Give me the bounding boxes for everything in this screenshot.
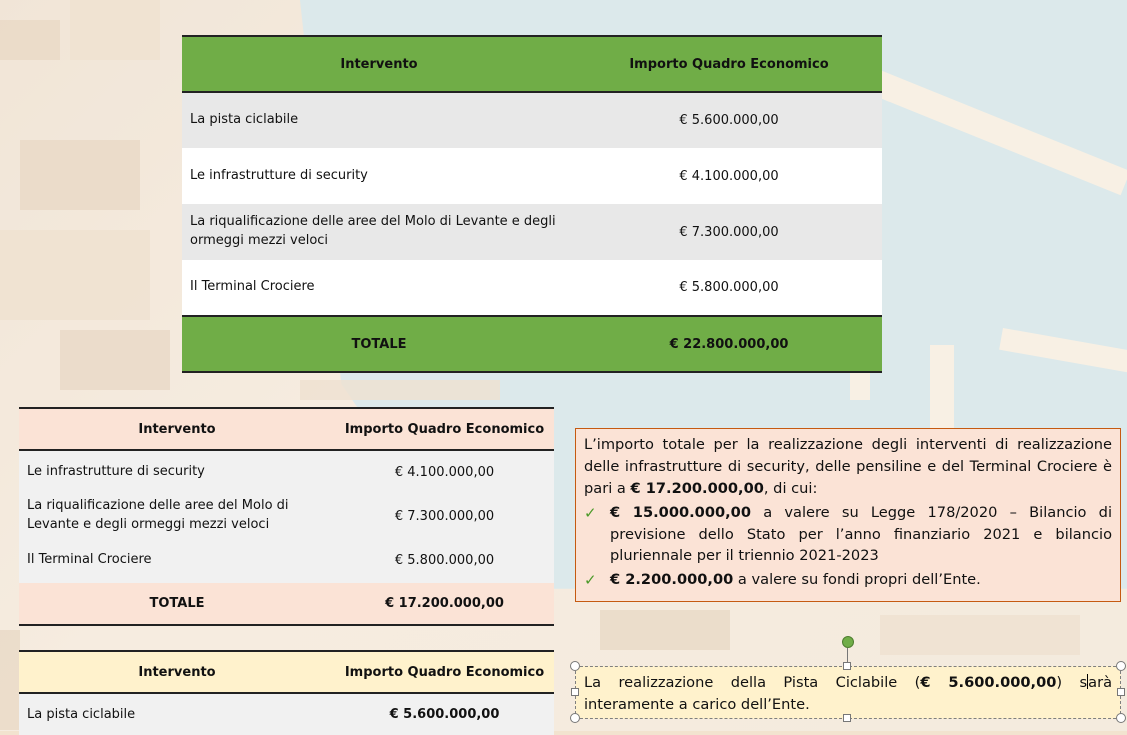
row-intervento: Il Terminal Crociere xyxy=(27,552,152,568)
row-intervento: Le infrastrutture di security xyxy=(27,464,205,480)
row-importo: € 5.600.000,00 xyxy=(389,707,500,722)
header-intervento: Intervento xyxy=(340,56,418,72)
funding-callout[interactable] xyxy=(575,428,1121,602)
resize-handle-top-left[interactable] xyxy=(570,661,580,671)
table-row xyxy=(19,450,554,494)
security-costs-table xyxy=(19,407,554,626)
total-label: TOTALE xyxy=(149,596,205,611)
funding-list xyxy=(584,502,1112,592)
header-intervento: Intervento xyxy=(138,421,216,437)
check-icon: ✓ xyxy=(584,503,597,522)
row-importo: € 5.800.000,00 xyxy=(679,280,779,295)
row-intervento: Le infrastrutture di security xyxy=(190,167,368,183)
list-item: ✓ € 15.000.000,00 a valere su Legge 178/2020 – Bilancio di previsione dello Stato per l’anno finanziario 2021 e bilancio pluriennale per il triennio 2021-2023 xyxy=(584,503,1112,565)
table-header-row xyxy=(19,651,554,693)
main-costs-table xyxy=(182,35,882,373)
total-value: € 22.800.000,00 xyxy=(669,336,789,352)
row-importo: € 4.100.000,00 xyxy=(679,168,779,184)
resize-handle-right[interactable] xyxy=(1117,688,1125,696)
row-importo: € 5.600.000,00 xyxy=(679,113,779,128)
funding-intro: L’importo totale per la realizzazione degli interventi di realizzazione delle infrastrutture di security, delle pensiline e del Terminal Crociere è pari a € 17.200.000,00, di cui: xyxy=(584,436,1112,497)
pista-costs-table xyxy=(19,650,554,735)
funding-amount: € 15.000.000,00 xyxy=(610,503,751,521)
row-importo: € 7.300.000,00 xyxy=(679,224,779,240)
total-row xyxy=(182,316,882,372)
header-importo: Importo Quadro Economico xyxy=(344,421,545,437)
resize-handle-top[interactable] xyxy=(843,662,851,670)
table-row xyxy=(182,204,882,260)
table-row xyxy=(182,92,882,148)
table-row xyxy=(182,148,882,204)
row-intervento: Il Terminal Crociere xyxy=(190,279,315,295)
resize-handle-left[interactable] xyxy=(571,688,579,696)
table-header-row xyxy=(19,408,554,450)
list-item: ✓ € 2.200.000,00 a valere su fondi propri dell’Ente. xyxy=(584,569,1112,591)
header-intervento: Intervento xyxy=(138,664,216,680)
row-intervento: La pista ciclabile xyxy=(190,112,299,128)
rotation-handle[interactable] xyxy=(842,636,854,648)
row-intervento: La riqualificazione delle aree del Molo di Levante e degli ormeggi mezzi veloci xyxy=(27,498,289,532)
resize-handle-top-right[interactable] xyxy=(1116,661,1126,671)
rotation-handle-line xyxy=(847,648,848,662)
pista-amount: € 5.600.000,00 xyxy=(920,674,1057,691)
table-row xyxy=(19,538,554,583)
resize-handle-bottom-left[interactable] xyxy=(570,713,580,723)
total-label: TOTALE xyxy=(351,336,407,352)
total-value: € 17.200.000,00 xyxy=(385,596,504,611)
table-row xyxy=(19,693,554,735)
total-row xyxy=(19,583,554,625)
table-row xyxy=(182,260,882,316)
row-importo: € 4.100.000,00 xyxy=(394,465,495,480)
row-importo: € 5.800.000,00 xyxy=(394,553,495,568)
check-icon: ✓ xyxy=(584,571,597,590)
header-importo: Importo Quadro Economico xyxy=(629,56,829,72)
row-intervento: La pista ciclabile xyxy=(27,707,136,722)
row-importo: € 7.300.000,00 xyxy=(394,508,495,524)
table-row xyxy=(19,494,554,538)
resize-handle-bottom[interactable] xyxy=(843,714,851,722)
funding-amount: € 2.200.000,00 xyxy=(610,571,734,589)
row-intervento: La riqualificazione delle aree del Molo di Levante e degli ormeggi mezzi veloci xyxy=(190,214,556,248)
header-importo: Importo Quadro Economico xyxy=(344,664,545,680)
funding-total-amount: € 17.200.000,00 xyxy=(630,479,764,497)
resize-handle-bottom-right[interactable] xyxy=(1116,713,1126,723)
pista-textbox[interactable]: La realizzazione della Pista Ciclabile (€ 5.600.000,00) sarà interamente a carico dell’Ente. xyxy=(575,666,1121,719)
table-header-row xyxy=(182,36,882,92)
